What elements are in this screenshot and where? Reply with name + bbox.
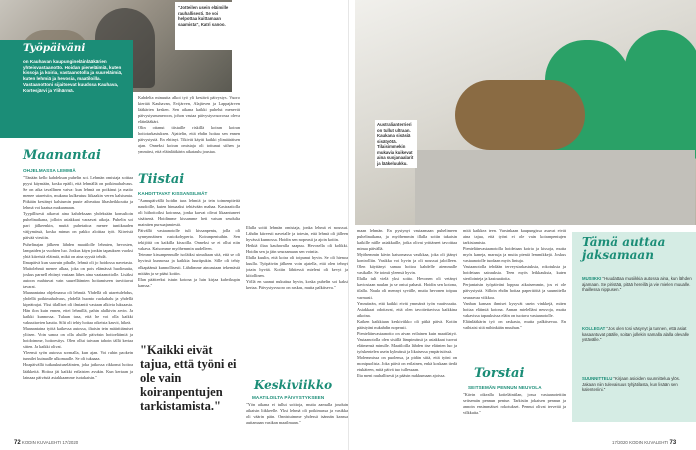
heading-tiistai: Tiistai <box>138 172 185 187</box>
page-number-right: 73 <box>669 440 677 446</box>
text-right-p1: mitä kaikkea teen. Varsinkaan kaupungissa asuvat eivät aina tajua, että työni ei ole vain koiranpentujen tarkistamista. <box>463 228 566 246</box>
sidebox-item-suunnittelu <box>582 376 692 393</box>
intro-title: Työpäiväni <box>23 42 86 54</box>
text-maanantai-p3: Puhelinajan jälkeen lähden maatilolle lehmien, hevosten, lampaiden ja vuohien luo. Joskus käyn jonkin tapauksen vuoksi yhtä kiireisiä eläimiä, mikä on aina syystä tehdä. <box>23 241 133 259</box>
heading-torstai: Torstai <box>474 366 525 381</box>
column-3-top <box>246 225 348 355</box>
sidebox-title: Tämä auttaa jaksamaan <box>582 235 666 262</box>
subheading-torstai: SEITSEMÄN PENNUN NEUVOLA <box>468 385 542 390</box>
text-maanantai-p6: Maanantaina työtä kaikessa autossa, iltaisin tein määrittämiset yliisen. Voin sanoa on olla aluille päiväsin hoitoeläimiä ja hoidoimme, hoitoesitys. Olen ollut taivaan tahoin tällä kertaa sitten. Ja kaikki olivat. <box>23 326 133 350</box>
intro-box <box>0 40 133 138</box>
text-maanantai-p7: Yleensä syön autossa sormalla, kun ajan. Voi ruhin paokein tunnilei kuinaalle ulkomaalle. Se oli tukaaaa. <box>23 350 133 362</box>
column-tiistai-top <box>138 95 240 173</box>
text-tiistai-p9: Illalla kuulin, että koira oli toipunut hyvin. Se oli hienoa kuulla. Työpäivän jälkeen voin ajatella, että olen tehnyt jotain hyvää. Kotiin lähtiessä mieleni oli kevyt ja kiitollinen. <box>246 255 348 279</box>
sidebox-item-text: "Kirjaan asioiden suunnittelua ylös. Jakaan niin tulevaisuus tyhjätilasta, kun lisään sen kalenteriini." <box>582 376 681 393</box>
sidebox-item-text: "Jos olen tosi väsynyt ja tunnen, että asiat kasaantuvat päälle, soitan jollekin samalla alalla olevalle ystävälle." <box>582 326 690 343</box>
column-keskiviikko <box>246 402 348 438</box>
text-right-p4: Perjantaisin työpäiväni loppuu aikaisemmin, jos ei ole päivystystä. Silloin ehdin hoitaa paperitöitä ja suunnitella seuraavaa viikkoa. <box>463 282 566 300</box>
sidebox-item-label: MUSIIKKI <box>582 276 602 281</box>
text-middle-p2: Myöhemmin kävin katsomassa vasikkaa, joka oli jäänyt kontrolliin. Vasikka voi hyvin ja oli noussut jaloilleen. Olen käyttänyt samaa hoitoa kahdelle aiemmalle vasikalle. Se toimii yleensä hyvin. <box>357 252 457 276</box>
photo-caption-top: "Jotteilen usein eläimille rauhallisesti. Se voi helpottaa kuittamaan saamista", Katri sanoo. <box>178 5 229 27</box>
subheading-tiistai: KAHDITTAVAT KISSANSILMÄT <box>138 191 208 196</box>
text-tiistai-p3: Teimme kissanpennulle isoläiksi uimaltaan sitä, että se oli hyvissä kunnossa ja kaikkia luuriipukin. Sille oli tehty olkapäänsä kunnollisesti. Lähdimme ainoastaan tekemästä mitään ja se pääsi kotiin. <box>138 252 240 276</box>
column-maanantai <box>23 175 133 435</box>
text-tiistai-p1: "Aamupäivällä hoidin taas lehmiä ja tein toimenpiteitä naudoille, kuten hinuaaksi tehtävään mahaa. Kastraatiolla oli hiihoitoiksi koiransa, jonka karvat olivat likaantuneet sisäisenä. Hoidimme kissamme heti vatsan seudulta mainiten pursuajamiestä. <box>138 198 240 228</box>
photo-caption-box <box>175 2 235 50</box>
text-right-p5: Vanhan kansan ihmiset kysyvät usein vinkkejä, miten hoitaa eläimiä kotona. Annan mielelläni neuvoja, mutta vakavissa tapauksissa eläin on tuotava vastaanotolle. <box>463 300 566 318</box>
footer-left <box>14 440 78 446</box>
text-tiistai-p4: Illan päätteeksi istuin kotona ja luin kirjaa kahvikupin kanssa." <box>138 276 240 288</box>
text-right-p2: Pienieläinvastaanotolla hoidetaan koiria ja kissoja, mutta myös kaneja, marsuja ja muita pieniä lemmikkejä. Joskus vastaanotolle tuodaan myös lintuja. <box>463 246 566 264</box>
gutter <box>348 0 349 450</box>
text-keskiviikko-p1: "Yön aikana ei tullut soittoja, mutta aamulla jouduin aikaisin liikkeelle. Yksi lehmä oli poikimassa ja vasikka oli väärin päin. Onnistuimme yhdessä isännän kanssa auttamaan vasikan maailmaan." <box>246 402 348 426</box>
photo-dog-right <box>455 80 585 150</box>
column-torstai <box>463 392 566 438</box>
text-right-p6: Eläinlääkärin työ on raskasta, mutta palkitsevaa. En vaihtaisi sitä mihinkään muuhun." <box>463 318 566 330</box>
heading-maanantai: Maanantai <box>23 148 101 163</box>
footer-right <box>612 440 676 446</box>
column-4 <box>357 228 457 438</box>
text-tiistai-p7: Illalla soitti lehmän omistaja, jonka lehmä ei noussut. Lähdin kiireesti navetalle ja totesin, että lehmä oli jälleen hyvässä kunnossa. Hoidin sen nopeasti ja ajoin kotiin. <box>246 225 348 243</box>
sidebox-item-label: SUUNNITTELU <box>582 376 613 381</box>
pull-quote: "Kaikki eivät tajua, että työni ei ole vain koiranpentujen tarkistamista." <box>140 343 237 413</box>
text-middle-p4: Ymmärrän, että kaikki eivät ymmärrä työn vaativuutta. Asiakkaat odottavat, että olen tavoitettavissa kaikkina aikoina. <box>357 300 457 318</box>
text-tiistai-p2: Päivällä vastaanotolle tuli kissanpentu, jolla oli synnynnäinen rustokohyperia. Koiranpentuihin. Sen tekijöitä on kaikilla kissoilla. Onneksi se ei ollut niin vakava. Katsomme myöhemmin uudelleen. <box>138 228 240 252</box>
footer-right-text: 17/2020 KODIN KUVALEHTI <box>612 440 669 445</box>
subheading-keskiviikko: MAATILOILTA PÄIVYSTYKSEEN <box>252 395 325 400</box>
text-middle-p8: Ilta meni rauhallisesti ja pääsin nukkumaan ajoissa. <box>357 373 446 379</box>
text-middle-p6: Pienieläinvastaanotto on aivan erilainen kuin maatilatyö. Vastaanotolla olen sisällä lämpimässä ja asiakkaat tuovat eläimensä minulle. Maatiloilla lähden itse eläinten luo ja työskentelen usein kylmässä ja likaisessa ympäristössä. <box>357 330 457 354</box>
photo-table <box>415 150 695 225</box>
sidebox-item-kollegat <box>582 326 692 343</box>
text-maanantai-p8: Hoapäivällä tutkaukutuseläinten, joka jatkossa rikkonut hoitoa lääkkeitä. Hoitoa jäi kaikki erilaisten avukin. Kun kertaan ja lainaaa päivästä asiakkaamme isotakaisin." <box>23 362 133 380</box>
text-maanantai-p2: Tyypillisesti aikavat aina kahdeksaan yhdeksään konsultoin puhelinaikana, jolloin asiakkaat varaavat aikoja. Puhelin soi pari jälkeenkin, muttä puhetaitoa menee tuntikauden väijymässä, koska minun on pakko aloittaa työt. Kiireistä päivää viestiin. <box>23 211 133 241</box>
photo-vet-right <box>625 30 696 160</box>
text-middle-p1: maan lehmän. En pystynyt vastaamaan puhelimeen puhelinaikana, ja myöhemmin illalla soitin takaisin kaikille niille asiakkaille, jotka olivat yrittäneet tavoittaa minua päivällä. <box>357 228 457 252</box>
text-middle-p5: Kaiken kaikkiaan keskiviikko oli pitkä päivä. Kotiin päästyäni nukahdin nopeasti. <box>357 318 457 330</box>
text-tiistai-p8: Hetkiä iltaa kauhavalla saapuu. Hevosella oli kolikki. Hoidin sen ja jäin seuraamaan sen vointia. <box>246 243 348 255</box>
heading-keskiviikko: Keskiviikko <box>254 378 333 392</box>
text-maanantai-p4: Ilmapäivä kun saavuin pihalle, lehmä oli jo hoidossa navetasta. Maitolehmä menee alkaa, joka on pois elämässä huolimatta, joskus parnell ehtinyt vastaan lähes aina vaaiaanottolle. Lisäksi autoon mahtuvat vain suurelläimten hoitamiseen tarvittavat tavarat. <box>23 259 133 289</box>
subheading-maanantai: OHJELMASSA LEMMIÄ <box>23 168 76 173</box>
text-maanantai-p5: Maanantaina ohjelmassa oli lehmiä. Yhdellä oli utaretulehdus, yhdellä poikimahalvaus, yhdellä huonto ruokahalu ja yhdellä kipeätrajat. Yksi tilalliset oli ilmiantti vastaan alkivia luksaasta. Hän ilon kuin ennen, ettei lehmillä, pahin alalkivin arvin. Ja kaikki kunnossa. Tulaan tasa, että he voi olla kaikki vakuuttavien kautta. Silti oli tehty hoitaa oikeista kasvit, hikeä. <box>23 289 133 326</box>
photo-clinic <box>355 0 696 225</box>
text-maanantai-p1: "Tänään kello kahdeksan puhelin soi. Lehmän omistaja soittaa pyysi käymään, koska epäili, että lehmällä on poikimahalvaus. Se on aika tavallinen vaiva: kun lehmä on poikinut ja maito menee utareisiin, mukana kulkeutuu liikaakin veren kalsiumia. Pitkään kestänyt kalsiumin puute aiheuttaa lihasheikkoutta ja lehmä voi kaatua makaamaan. <box>23 175 133 211</box>
page-number-left: 72 <box>14 440 21 446</box>
intro-text: on Kauhavan kaupungineläinlääkärien yhteisvastaanotto. Hoidan pieneläimiä, kuten kissoja ja koiria, vastaanotolla ja suureläimiä, kuten lehmiä ja hevosia, maatiloilla. Vastaanottoni sijaitsevat kuudssa Kauhava, Kortesjärvi ja Ylihärmä. <box>23 59 123 93</box>
sidebox-item-label: KOLLEGAT <box>582 326 606 331</box>
photo-caption-middle: Australianterrieri on tullut ultraan. Kaukana sisäsiä sisätyötä. Tilaisimmekin mukavia kuikevat aina suojanaalarit ja lääkeluukku. <box>375 120 417 168</box>
text-torstai-p1: "Kävin oikealla kotieläintilan, jossa vastaanotettiin seitsemän pennun pentue. Tarkistin jokaisen pennun ja annoin ensimmäiset rokotukset. Pennut olivat terveitä ja vilkkaita." <box>463 392 566 416</box>
text-middle-p7: Molemmissa on puolensa, ja pidän siitä, että työni on monipuolista. Joka päivä on erilainen, enkä koskaan tiedä etukäteen, mitä päivä tuo tullessaan. <box>357 354 457 373</box>
text-middle-p3: Illalla tuli vielä yksi soitto. Hevonen oli vetänyt kaviostaan naulan ja se ontui pahasti. Hoidin sen kotona, tilalla. Naula oli mennyt syvälle, mutta hevonen toipuu varmasti. <box>357 276 457 300</box>
sidebox <box>572 232 696 422</box>
text-tiistai-p5: Kahdelta minuutta alkoi työ yli kestävä päivystys. Vuoro kiertää Kauhavan, Evijärven, Alajärven ja Lappajärven lääkärien kesken. Sen aikana kaikki puhelut menevät päivystysnumeroon, johon vastaa päivystysvuorossa oleva eläinlääkäri. <box>138 95 240 125</box>
text-right-p3: Vastaanotolla tehdään terveystarkastuksia, rokotuksia ja hoidetaan sairauksia. Teen myös leikkauksia, kuten sterilointeja ja kastraatioita. <box>463 264 566 282</box>
footer-left-text: KODIN KUVALEHTI 17/2020 <box>21 440 79 445</box>
text-tiistai-p10: Yöllä en saanut nukuttua hyvin, koska puhelin soi kaksi kertaa. Päivystysvuoro on raskas, mutta palkitseva." <box>246 279 348 291</box>
column-5 <box>463 228 566 363</box>
column-tiistai <box>138 198 240 338</box>
sidebox-item-text: "Huudattaa musiikkia autossa aina, kun lähden ajamaan. Se piristää, pitää hereillä ja vie mielen muualle. Ihaillessa nippusen." <box>582 276 692 293</box>
sidebox-item-musiikki <box>582 276 692 293</box>
text-tiistai-p6: Olin ottanut tiistaille riskillä koiran koiran hoitotarkastuksen. Ajattelin, että ehdin hoitaa sen ennen päivystystä. En ehtinyt. Tikivät käytti kaikki ylimääräisen ajan. Onneksi koiran omistaja oli tottunut siihen ja ymmärsi, että eläinlääkärin aikataulu joustaa. <box>138 125 240 155</box>
